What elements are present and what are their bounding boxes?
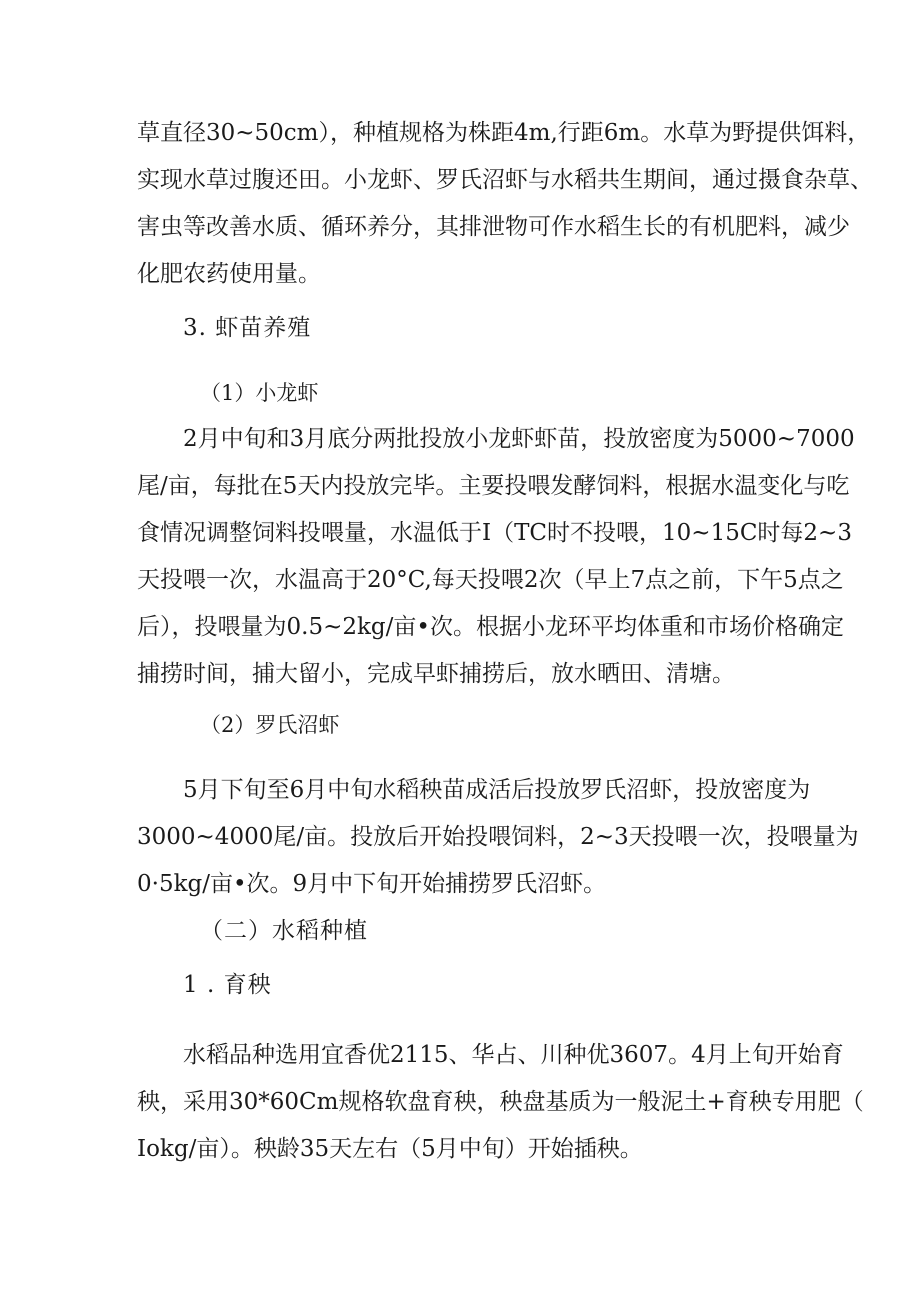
paragraph-line: 秧，采用30*60Cm规格软盘育秧，秧盘基质为一般泥土+育秧专用肥（: [137, 1089, 864, 1115]
subsection-heading: （2）罗氏沼虾: [200, 713, 340, 737]
paragraph-line: 尾/亩，每批在5天内投放完毕。主要投喂发酵饲料，根据水温变化与吃: [137, 473, 850, 499]
paragraph-line: 3000~4000尾/亩。投放后开始投喂饲料，2~3天投喂一次，投喂量为: [137, 824, 859, 850]
paragraph-line: Iokg/亩）。秧龄35天左右（5月中旬）开始插秧。: [137, 1136, 643, 1162]
paragraph-line: 草直径30~50cm），种植规格为株距4m,行距6m。水草为野提供饵料，: [137, 120, 871, 146]
paragraph-line: 后），投喂量为0.5~2kg/亩•次。根据小龙环平均体重和市场价格确定: [137, 614, 844, 640]
paragraph-line: 捕捞时间，捕大留小，完成早虾捕捞后，放水晒田、清塘。: [137, 661, 735, 687]
paragraph-line: 实现水草过腹还田。小龙虾、罗氏沼虾与水稻共生期间，通过摄食杂草、: [137, 167, 873, 193]
paragraph-line: 害虫等改善水质、循环养分，其排泄物可作水稻生长的有机肥料，减少: [137, 214, 850, 240]
paragraph-line: 2月中旬和3月底分两批投放小龙虾虾苗，投放密度为5000~7000: [183, 426, 855, 452]
paragraph-line: 化肥农药使用量。: [137, 261, 321, 287]
subsection-heading: （1）小龙虾: [200, 381, 319, 405]
paragraph-line: 天投喂一次，水温高于20°C,每天投喂2次（早上7点之前，下午5点之: [137, 567, 844, 593]
section-heading: （二）水稻种植: [200, 918, 368, 944]
paragraph-line: 0·5kg/亩•次。9月中下旬开始捕捞罗氏沼虾。: [137, 871, 607, 897]
section-heading: 1 . 育秧: [183, 972, 272, 998]
paragraph-line: 水稻品种选用宜香优2115、华占、川种优3607。4月上旬开始育: [183, 1042, 844, 1068]
section-heading: 3. 虾苗养殖: [183, 315, 312, 341]
paragraph-line: 食情况调整饲料投喂量，水温低于I（TC时不投喂，10~15C时每2~3: [137, 520, 852, 546]
paragraph-line: 5月下旬至6月中旬水稻秧苗成活后投放罗氏沼虾，投放密度为: [183, 777, 811, 803]
